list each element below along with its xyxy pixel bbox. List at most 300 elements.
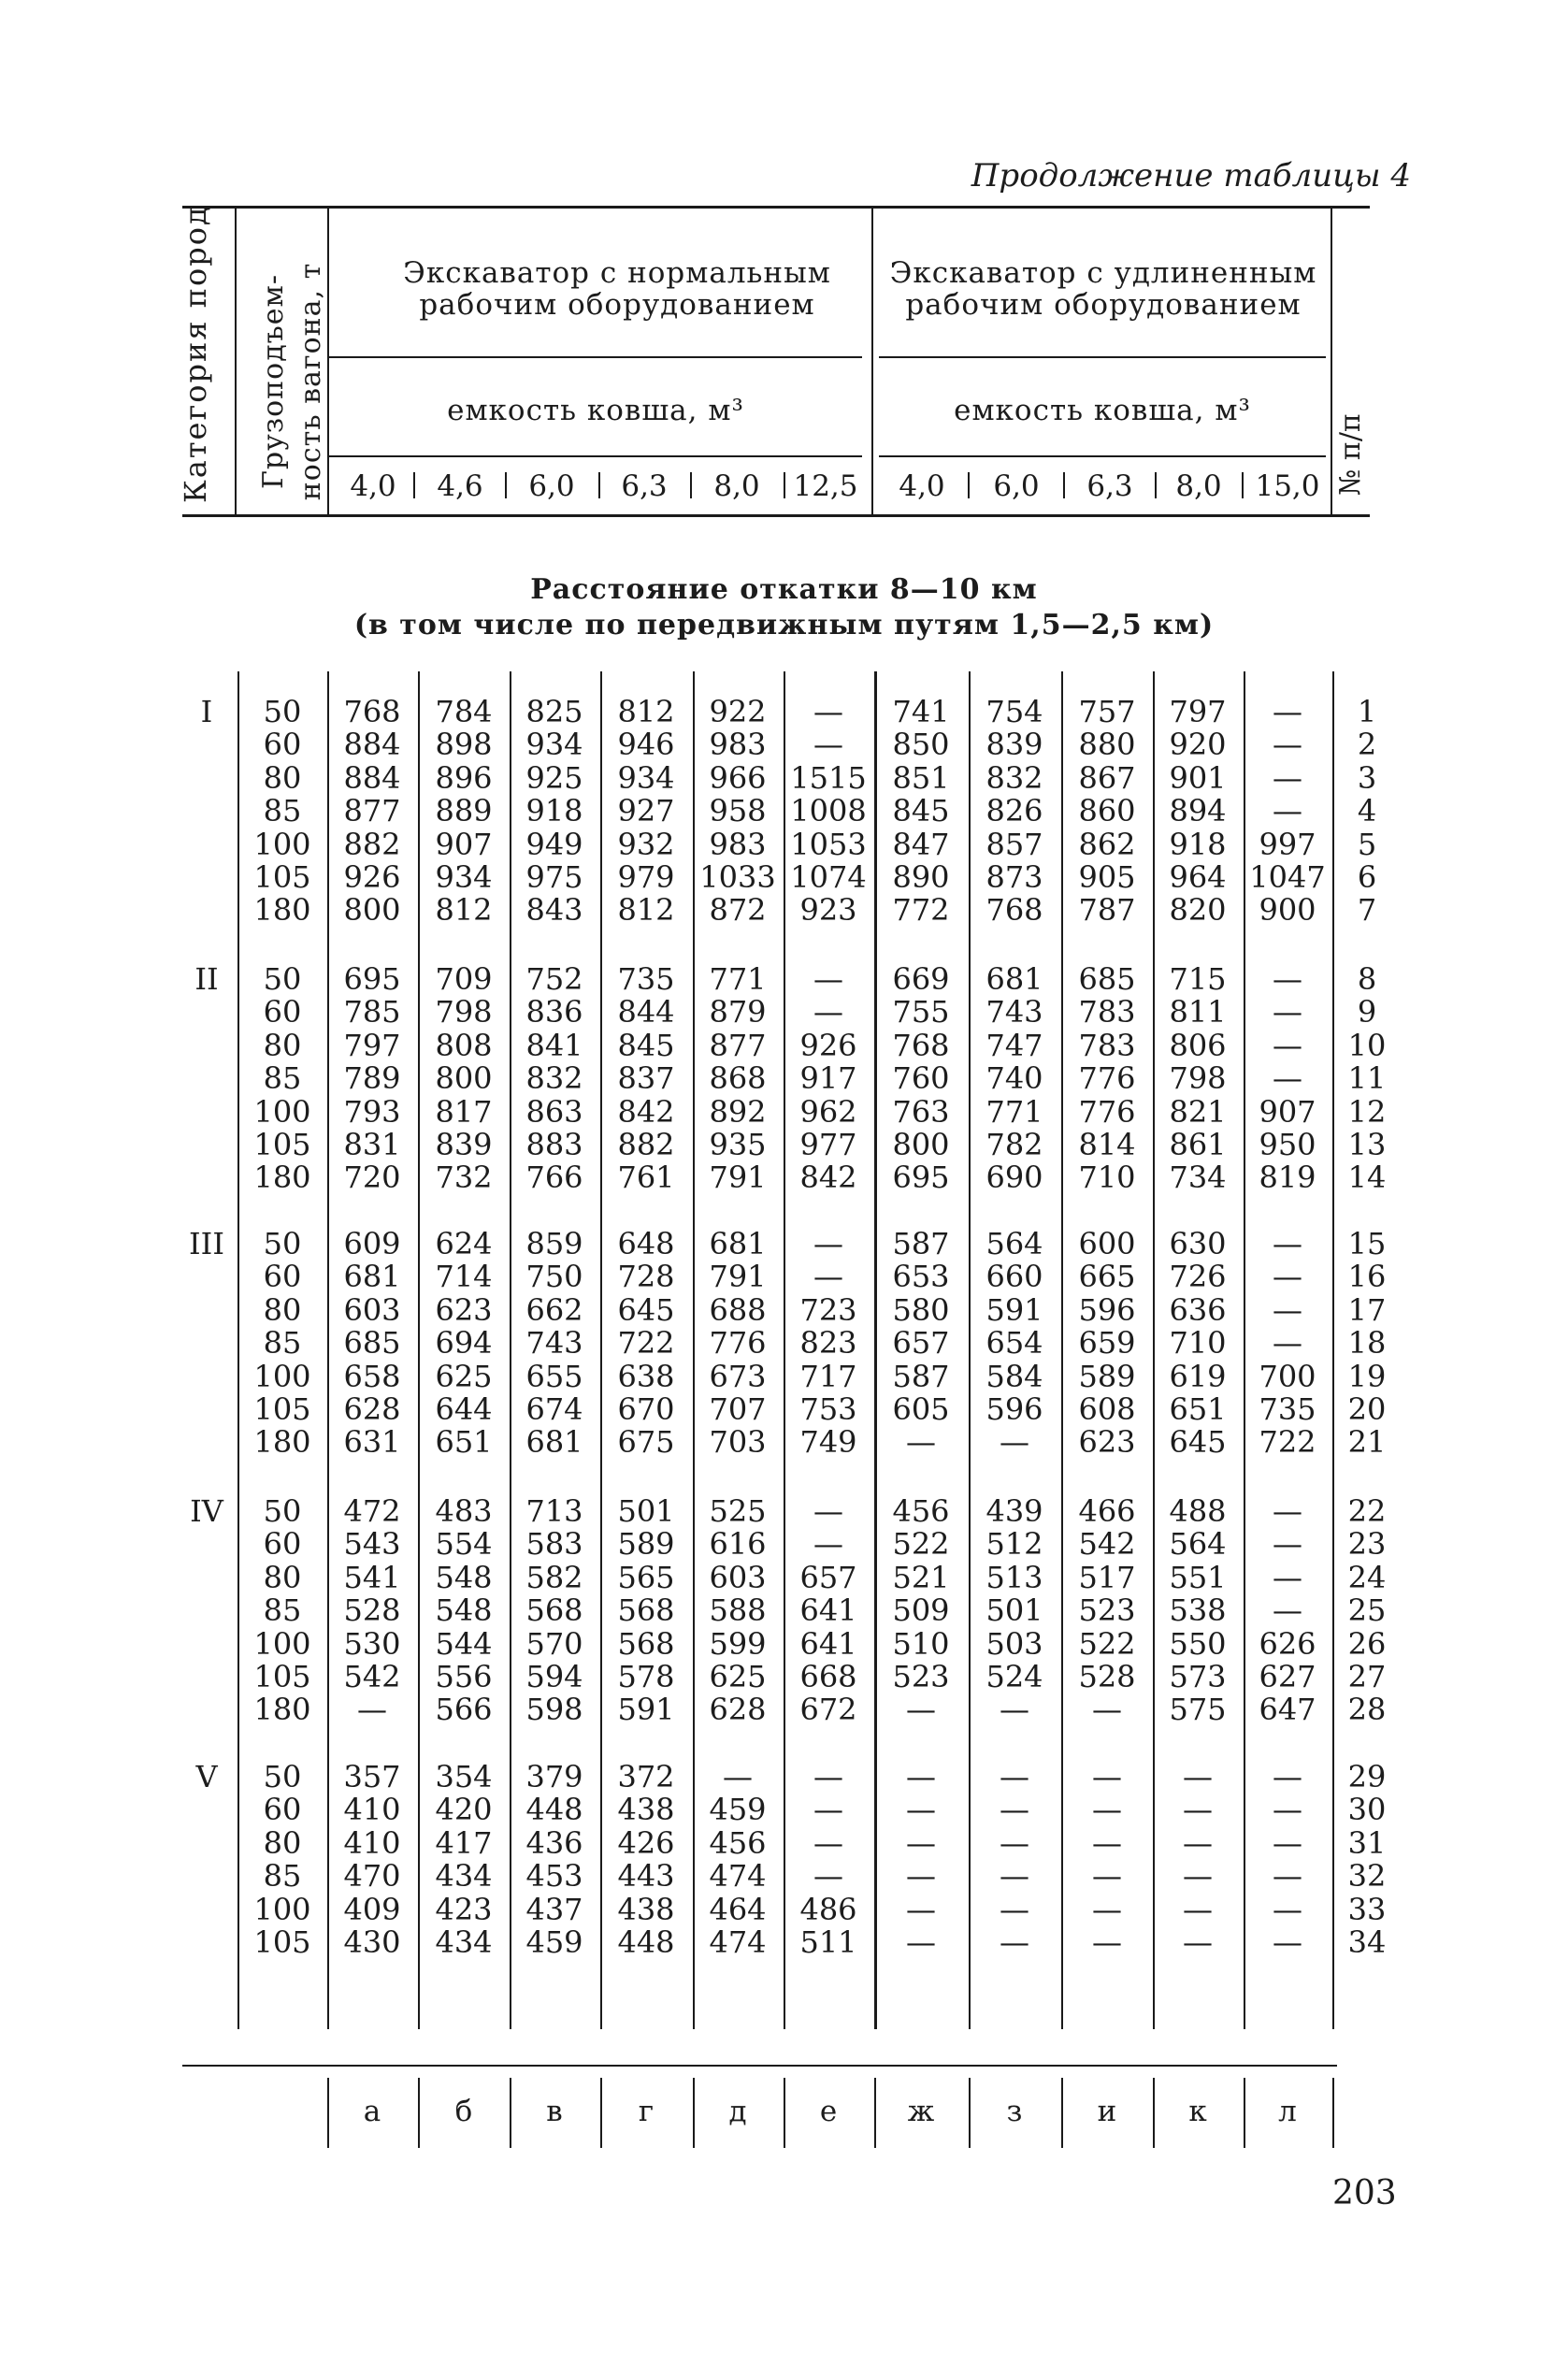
value-cell: — (1273, 1027, 1302, 1063)
value-cell: 554 (435, 1526, 493, 1563)
row-number-cell: 27 (1347, 1659, 1387, 1694)
value-cell: 819 (1259, 1160, 1316, 1196)
value-cell: 842 (617, 1093, 675, 1130)
category-header: Категория пород (178, 205, 213, 503)
value-cell: 946 (617, 727, 675, 763)
row-number-cell: 30 (1347, 1792, 1387, 1828)
value-cell: 660 (985, 1259, 1043, 1295)
row-number-cell: 18 (1347, 1325, 1387, 1362)
footer-letter: к (1188, 2095, 1207, 2128)
value-cell: 658 (343, 1358, 401, 1394)
capacity-cell: 60 (263, 1792, 302, 1828)
value-cell: — (813, 727, 843, 763)
value-cell: 647 (1259, 1692, 1316, 1728)
value-cell: — (357, 1692, 387, 1728)
value-cell: 789 (343, 1060, 401, 1097)
value-cell: — (1273, 793, 1302, 829)
value-cell: — (1273, 1759, 1302, 1794)
value-cell: 907 (1259, 1093, 1316, 1130)
value-cell: 1047 (1249, 859, 1326, 895)
value-cell: — (1183, 1924, 1213, 1960)
value-cell: 513 (985, 1559, 1043, 1595)
value-cell: 575 (1169, 1692, 1227, 1728)
value-cell: — (813, 1259, 843, 1295)
value-cell: 669 (892, 961, 950, 997)
value-cell: 726 (1169, 1259, 1227, 1295)
value-cell: 641 (799, 1625, 857, 1662)
value-cell: 841 (525, 1027, 583, 1063)
value-cell: 926 (799, 1027, 857, 1063)
value-cell: 901 (1169, 759, 1227, 796)
value-cell: 872 (709, 892, 767, 929)
capacity-cell: 180 (253, 892, 311, 929)
value-cell: 713 (525, 1493, 583, 1529)
value-cell: 550 (1169, 1625, 1227, 1662)
value-cell: 814 (1078, 1127, 1136, 1162)
capacity-normal-6: 12,5 (793, 469, 858, 503)
value-cell: 510 (892, 1625, 950, 1662)
value-cell: 787 (1078, 892, 1136, 929)
capacity-cell: 105 (253, 1924, 311, 1960)
value-cell: 844 (617, 994, 675, 1030)
value-cell: 873 (985, 859, 1043, 895)
row-number-cell: 15 (1347, 1226, 1387, 1261)
value-cell: 564 (1169, 1526, 1227, 1563)
value-cell: 541 (343, 1559, 401, 1595)
value-cell: 900 (1259, 892, 1316, 929)
value-cell: 456 (709, 1824, 767, 1861)
value-cell: 472 (343, 1493, 401, 1529)
value-cell: 740 (985, 1060, 1043, 1097)
value-cell: 845 (617, 1027, 675, 1063)
capacity-normal-5: 8,0 (713, 469, 760, 503)
value-cell: 456 (892, 1493, 950, 1529)
value-cell: 596 (985, 1391, 1043, 1427)
value-cell: 950 (1259, 1127, 1316, 1162)
value-cell: 884 (343, 759, 401, 796)
value-cell: — (1273, 1493, 1302, 1529)
capacity-extended-1: 4,0 (899, 469, 945, 503)
row-number-cell: 21 (1347, 1424, 1387, 1461)
value-cell: 983 (709, 727, 767, 763)
value-cell: 523 (892, 1659, 950, 1694)
value-cell: 420 (435, 1792, 493, 1828)
capacity-cell: 80 (263, 1027, 302, 1063)
section-title-line2: (в том числе по передвижным путям 1,5—2,5 км) (353, 609, 1215, 641)
value-cell: 800 (892, 1127, 950, 1162)
value-cell: 589 (1078, 1358, 1136, 1394)
capacity-extended-2: 6,0 (993, 469, 1040, 503)
value-cell: — (1273, 1291, 1302, 1328)
value-cell: — (1273, 1226, 1302, 1261)
value-cell: 584 (985, 1358, 1043, 1394)
capacity-cell: 180 (253, 1692, 311, 1728)
value-cell: — (1000, 1692, 1029, 1728)
value-cell: 884 (343, 727, 401, 763)
value-cell: 766 (525, 1160, 583, 1196)
value-cell: 806 (1169, 1027, 1227, 1063)
value-cell: 890 (892, 859, 950, 895)
capacity-cell: 60 (263, 1526, 302, 1563)
value-cell: 898 (435, 727, 493, 763)
capacity-cell: 100 (253, 1358, 311, 1394)
value-cell: 880 (1078, 727, 1136, 763)
value-cell: — (1000, 1924, 1029, 1960)
row-number-cell: 31 (1347, 1824, 1387, 1861)
value-cell: 651 (435, 1424, 493, 1461)
value-cell: 625 (435, 1358, 493, 1394)
value-cell: 768 (343, 694, 401, 729)
row-number-cell: 32 (1347, 1858, 1387, 1895)
capacity-cell: 100 (253, 826, 311, 862)
value-cell: — (1000, 1858, 1029, 1895)
value-cell: — (1273, 1792, 1302, 1828)
capacity-cell: 100 (253, 1093, 311, 1130)
value-cell: 438 (617, 1792, 675, 1828)
value-cell: 523 (1078, 1592, 1136, 1629)
value-cell: — (1273, 1559, 1302, 1595)
capacity-cell: 100 (253, 1625, 311, 1662)
row-number-cell: 11 (1347, 1060, 1387, 1097)
value-cell: 528 (1078, 1659, 1136, 1694)
row-number-cell: 17 (1347, 1291, 1387, 1328)
value-cell: 654 (985, 1325, 1043, 1362)
value-cell: 879 (709, 994, 767, 1030)
capacity-cell: 105 (253, 1391, 311, 1427)
value-cell: 564 (985, 1226, 1043, 1261)
value-cell: 587 (892, 1226, 950, 1261)
value-cell: 763 (892, 1093, 950, 1130)
value-cell: 842 (799, 1160, 857, 1196)
value-cell: — (1092, 1692, 1122, 1728)
value-cell: 511 (799, 1924, 857, 1960)
value-cell: 459 (709, 1792, 767, 1828)
value-cell: 896 (435, 759, 493, 796)
value-cell: 868 (709, 1060, 767, 1097)
value-cell: 861 (1169, 1127, 1227, 1162)
value-cell: 488 (1169, 1493, 1227, 1529)
value-cell: 570 (525, 1625, 583, 1662)
value-cell: — (1092, 1759, 1122, 1794)
value-cell: — (1000, 1824, 1029, 1861)
capacity-normal-3: 6,0 (528, 469, 575, 503)
value-cell: 707 (709, 1391, 767, 1427)
value-cell: — (1183, 1891, 1213, 1927)
capacity-cell: 80 (263, 1559, 302, 1595)
row-number-cell: 5 (1357, 826, 1377, 862)
value-cell: 817 (435, 1093, 493, 1130)
value-cell: 747 (985, 1027, 1043, 1063)
value-cell: 674 (525, 1391, 583, 1427)
value-cell: — (1183, 1858, 1213, 1895)
footer-rule (182, 2065, 1337, 2067)
row-number-cell: 1 (1357, 694, 1377, 729)
row-number-cell: 2 (1357, 727, 1377, 763)
capacity-extended-4: 8,0 (1175, 469, 1222, 503)
value-cell: 771 (709, 961, 767, 997)
value-cell: 638 (617, 1358, 675, 1394)
value-cell: — (1183, 1792, 1213, 1828)
value-cell: 509 (892, 1592, 950, 1629)
value-cell: 628 (709, 1692, 767, 1728)
value-cell: 625 (709, 1659, 767, 1694)
value-cell: 548 (435, 1592, 493, 1629)
value-cell: 525 (709, 1493, 767, 1529)
value-cell: 761 (617, 1160, 675, 1196)
value-cell: 826 (985, 793, 1043, 829)
value-cell: 812 (617, 694, 675, 729)
value-cell: 409 (343, 1891, 401, 1927)
value-cell: 932 (617, 826, 675, 862)
value-cell: — (1092, 1858, 1122, 1895)
value-cell: — (1000, 1424, 1029, 1461)
value-cell: 798 (1169, 1060, 1227, 1097)
value-cell: — (813, 994, 843, 1030)
value-cell: — (1092, 1824, 1122, 1861)
value-cell: 443 (617, 1858, 675, 1895)
value-cell: 755 (892, 994, 950, 1030)
value-cell: 723 (799, 1291, 857, 1328)
value-cell: 825 (525, 694, 583, 729)
value-cell: — (813, 1526, 843, 1563)
value-cell: 709 (435, 961, 493, 997)
value-cell: 655 (525, 1358, 583, 1394)
value-cell: 749 (799, 1424, 857, 1461)
value-cell: — (1273, 1891, 1302, 1927)
value-cell: 883 (525, 1127, 583, 1162)
value-cell: 644 (435, 1391, 493, 1427)
value-cell: — (813, 1858, 843, 1895)
value-cell: 776 (709, 1325, 767, 1362)
value-cell: 568 (525, 1592, 583, 1629)
value-cell: 760 (892, 1060, 950, 1097)
capacity-cell: 80 (263, 759, 302, 796)
value-cell: 847 (892, 826, 950, 862)
value-cell: 583 (525, 1526, 583, 1563)
value-cell: 867 (1078, 759, 1136, 796)
value-cell: — (1273, 1325, 1302, 1362)
value-cell: 832 (985, 759, 1043, 796)
value-cell: — (1183, 1759, 1213, 1794)
value-cell: 1053 (790, 826, 867, 862)
value-cell: 892 (709, 1093, 767, 1130)
value-cell: 1008 (790, 793, 867, 829)
value-cell: 566 (435, 1692, 493, 1728)
category-label: IV (190, 1493, 223, 1529)
bucket-extended-label: емкость ковша, м³ (954, 394, 1251, 427)
value-cell: 675 (617, 1424, 675, 1461)
value-cell: 448 (525, 1792, 583, 1828)
value-cell: 771 (985, 1093, 1043, 1130)
value-cell: 983 (709, 826, 767, 862)
value-cell: 670 (617, 1391, 675, 1427)
value-cell: 851 (892, 759, 950, 796)
capacity-cell: 50 (263, 694, 302, 729)
value-cell: 512 (985, 1526, 1043, 1563)
value-cell: 417 (435, 1824, 493, 1861)
row-number-cell: 9 (1357, 994, 1377, 1030)
capacity-cell: 50 (263, 1759, 302, 1794)
value-cell: 797 (343, 1027, 401, 1063)
value-cell: 894 (1169, 793, 1227, 829)
value-cell: 862 (1078, 826, 1136, 862)
value-cell: 782 (985, 1127, 1043, 1162)
value-cell: 820 (1169, 892, 1227, 929)
row-number-cell: 19 (1347, 1358, 1387, 1394)
value-cell: 430 (343, 1924, 401, 1960)
value-cell: 410 (343, 1792, 401, 1828)
value-cell: 410 (343, 1824, 401, 1861)
value-cell: 843 (525, 892, 583, 929)
value-cell: — (906, 1424, 936, 1461)
value-cell: 599 (709, 1625, 767, 1662)
section-title-line1: Расстояние откатки 8—10 км (530, 573, 1038, 606)
value-cell: — (1273, 694, 1302, 729)
value-cell: — (1000, 1792, 1029, 1828)
value-cell: 578 (617, 1659, 675, 1694)
row-number-cell: 20 (1347, 1391, 1387, 1427)
value-cell: 798 (435, 994, 493, 1030)
row-number-cell: 8 (1357, 961, 1377, 997)
value-cell: — (723, 1759, 753, 1794)
value-cell: 448 (617, 1924, 675, 1960)
value-cell: 542 (343, 1659, 401, 1694)
value-cell: 587 (892, 1358, 950, 1394)
row-number-cell: 10 (1347, 1027, 1387, 1063)
value-cell: 703 (709, 1424, 767, 1461)
footer-letter: а (363, 2095, 381, 2128)
value-cell: 582 (525, 1559, 583, 1595)
value-cell: — (906, 1824, 936, 1861)
value-cell: 600 (1078, 1226, 1136, 1261)
value-cell: — (1273, 727, 1302, 763)
value-cell: 662 (525, 1291, 583, 1328)
value-cell: — (1273, 1592, 1302, 1629)
value-cell: 379 (525, 1759, 583, 1794)
value-cell: 800 (435, 1060, 493, 1097)
value-cell: 935 (709, 1127, 767, 1162)
value-cell: 459 (525, 1924, 583, 1960)
row-number-cell: 24 (1347, 1559, 1387, 1595)
value-cell: — (906, 1891, 936, 1927)
value-cell: 681 (525, 1424, 583, 1461)
value-cell: 517 (1078, 1559, 1136, 1595)
value-cell: 741 (892, 694, 950, 729)
row-number-cell: 33 (1347, 1891, 1387, 1927)
value-cell: 426 (617, 1824, 675, 1861)
value-cell: 783 (1078, 994, 1136, 1030)
value-cell: 837 (617, 1060, 675, 1097)
value-cell: 1033 (699, 859, 776, 895)
value-cell: 438 (617, 1891, 675, 1927)
value-cell: 474 (709, 1858, 767, 1895)
value-cell: 636 (1169, 1291, 1227, 1328)
capacity-normal-2: 4,6 (437, 469, 483, 503)
value-cell: 850 (892, 727, 950, 763)
capacity-cell: 80 (263, 1824, 302, 1861)
value-cell: 907 (435, 826, 493, 862)
value-cell: 836 (525, 994, 583, 1030)
value-cell: 920 (1169, 727, 1227, 763)
value-cell: 927 (617, 793, 675, 829)
value-cell: 608 (1078, 1391, 1136, 1427)
value-cell: 436 (525, 1824, 583, 1861)
capacity-extended-5: 15,0 (1255, 469, 1320, 503)
value-cell: 728 (617, 1259, 675, 1295)
value-cell: 722 (1259, 1424, 1316, 1461)
value-cell: 753 (799, 1391, 857, 1427)
value-cell: 977 (799, 1127, 857, 1162)
footer-letter: в (546, 2095, 563, 2128)
value-cell: — (1092, 1792, 1122, 1828)
value-cell: 596 (1078, 1291, 1136, 1328)
value-cell: 434 (435, 1858, 493, 1895)
value-cell: 530 (343, 1625, 401, 1662)
row-number-cell: 6 (1357, 859, 1377, 895)
value-cell: 695 (892, 1160, 950, 1196)
group-extended-title: Экскаватор с удлиненным рабочим оборудованием (889, 256, 1317, 322)
value-cell: 453 (525, 1858, 583, 1895)
footer-letter: л (1278, 2095, 1297, 2128)
value-cell: 752 (525, 961, 583, 997)
value-cell: — (1000, 1759, 1029, 1794)
value-cell: 845 (892, 793, 950, 829)
value-cell: 568 (617, 1592, 675, 1629)
value-cell: 659 (1078, 1325, 1136, 1362)
value-cell: 685 (1078, 961, 1136, 997)
value-cell: 672 (799, 1692, 857, 1728)
value-cell: 423 (435, 1891, 493, 1927)
value-cell: 501 (985, 1592, 1043, 1629)
footer-letter: г (638, 2095, 655, 2128)
value-cell: 776 (1078, 1060, 1136, 1097)
value-cell: 997 (1259, 826, 1316, 862)
footer-letter: б (454, 2095, 473, 2128)
value-cell: 665 (1078, 1259, 1136, 1295)
value-cell: 626 (1259, 1625, 1316, 1662)
value-cell: 681 (343, 1259, 401, 1295)
value-cell: 594 (525, 1659, 583, 1694)
value-cell: 681 (985, 961, 1043, 997)
value-cell: 791 (709, 1160, 767, 1196)
value-cell: 800 (343, 892, 401, 929)
value-cell: 793 (343, 1093, 401, 1130)
capacity-cell: 85 (263, 1325, 302, 1362)
row-number-cell: 12 (1347, 1093, 1387, 1130)
value-cell: 439 (985, 1493, 1043, 1529)
capacity-normal-1: 4,0 (350, 469, 396, 503)
value-cell: 372 (617, 1759, 675, 1794)
value-cell: 474 (709, 1924, 767, 1960)
value-cell: 857 (985, 826, 1043, 862)
row-number-cell: 23 (1347, 1526, 1387, 1563)
value-cell: 688 (709, 1291, 767, 1328)
value-cell: 743 (985, 994, 1043, 1030)
value-cell: 715 (1169, 961, 1227, 997)
value-cell: 882 (617, 1127, 675, 1162)
footer-letter: ж (907, 2095, 935, 2128)
footer-letter: д (728, 2095, 747, 2128)
value-cell: 979 (617, 859, 675, 895)
value-cell: 548 (435, 1559, 493, 1595)
value-cell: 483 (435, 1493, 493, 1529)
value-cell: 889 (435, 793, 493, 829)
value-cell: 923 (799, 892, 857, 929)
value-cell: 591 (617, 1692, 675, 1728)
value-cell: — (1273, 1824, 1302, 1861)
value-cell: 964 (1169, 859, 1227, 895)
value-cell: — (1273, 1259, 1302, 1295)
